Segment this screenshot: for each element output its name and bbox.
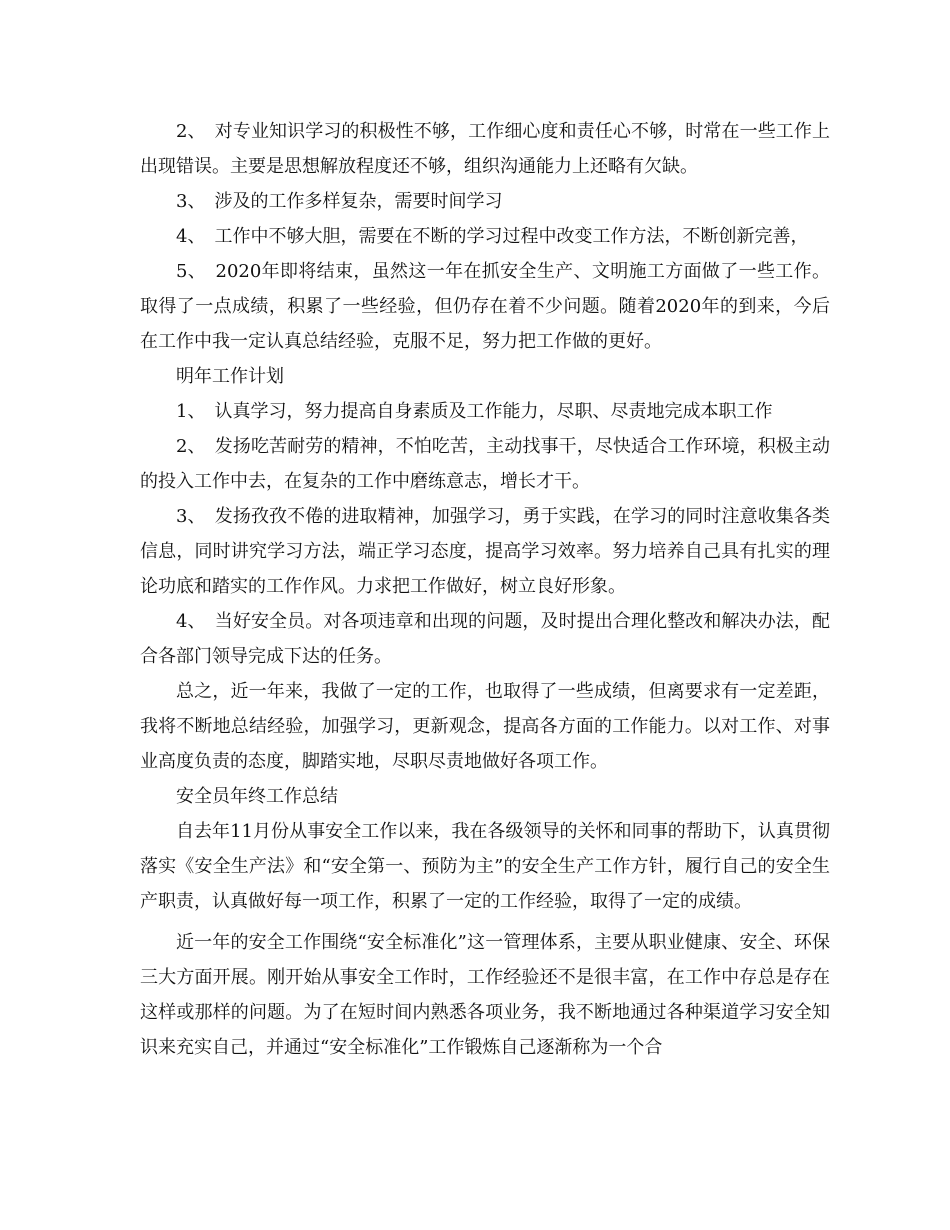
- paragraph-plan-2: 2、 发扬吃苦耐劳的精神，不怕吃苦，主动找事干，尽快适合工作环境，积极主动的投入工作中去，在复杂的工作中磨练意志，增长才干。: [140, 436, 830, 492]
- paragraph-summary-intro: 自去年11月份从事安全工作以来，我在各级领导的关怀和同事的帮助下，认真贯彻落实《安全生产法》和“安全第一、预防为主”的安全生产工作方针，履行自己的安全生产职责，认真做好每一项工作，积累了一定的工作经验，取得了一定的成绩。: [140, 821, 830, 912]
- section-heading-annual-summary: 安全员年终工作总结: [176, 786, 338, 807]
- paragraph-issue-4: 4、 工作中不够大胆，需要在不断的学习过程中改变工作方法，不断创新完善，: [176, 226, 809, 247]
- paragraph-issue-2: 2、 对专业知识学习的积极性不够，工作细心度和责任心不够，时常在一些工作上出现错误。主要是思想解放程度还不够，组织沟通能力上还略有欠缺。: [140, 121, 830, 177]
- paragraph-plan-4: 4、 当好安全员。对各项违章和出现的问题，及时提出合理化整改和解决办法，配合各部门领导完成下达的任务。: [140, 611, 830, 667]
- paragraph-issue-5: 5、 2020年即将结束，虽然这一年在抓安全生产、文明施工方面做了一些工作。取得了一点成绩，积累了一些经验，但仍存在着不少问题。随着2020年的到来，今后在工作中我一定认真总结经验，克服不足，努力把工作做的更好。: [140, 261, 830, 352]
- document-page: [140, 114, 830, 1065]
- paragraph-conclusion: 总之，近一年来，我做了一定的工作，也取得了一些成绩，但离要求有一定差距，我将不断地总结经验，加强学习，更新观念，提高各方面的工作能力。以对工作、对事业高度负责的态度，脚踏实地，尽职尽责地做好各项工作。: [140, 681, 830, 772]
- section-heading-next-year-plan: 明年工作计划: [176, 366, 284, 387]
- paragraph-plan-3: 3、 发扬孜孜不倦的进取精神，加强学习，勇于实践，在学习的同时注意收集各类信息，同时讲究学习方法，端正学习态度，提高学习效率。努力培养自己具有扎实的理论功底和踏实的工作作风。力求把工作做好，树立良好形象。: [140, 506, 830, 597]
- paragraph-summary-body: 近一年的安全工作围绕“安全标准化”这一管理体系，主要从职业健康、安全、环保三大方面开展。刚开始从事安全工作时，工作经验还不是很丰富，在工作中存总是存在这样或那样的问题。为了在短时间内熟悉各项业务，我不断地通过各种渠道学习安全知识来充实自己，并通过“安全标准化”工作锻炼自己逐渐称为一个合: [140, 932, 830, 1058]
- paragraph-plan-1: 1、 认真学习，努力提高自身素质及工作能力，尽职、尽责地完成本职工作: [176, 401, 773, 422]
- paragraph-issue-3: 3、 涉及的工作多样复杂，需要时间学习: [176, 191, 503, 212]
